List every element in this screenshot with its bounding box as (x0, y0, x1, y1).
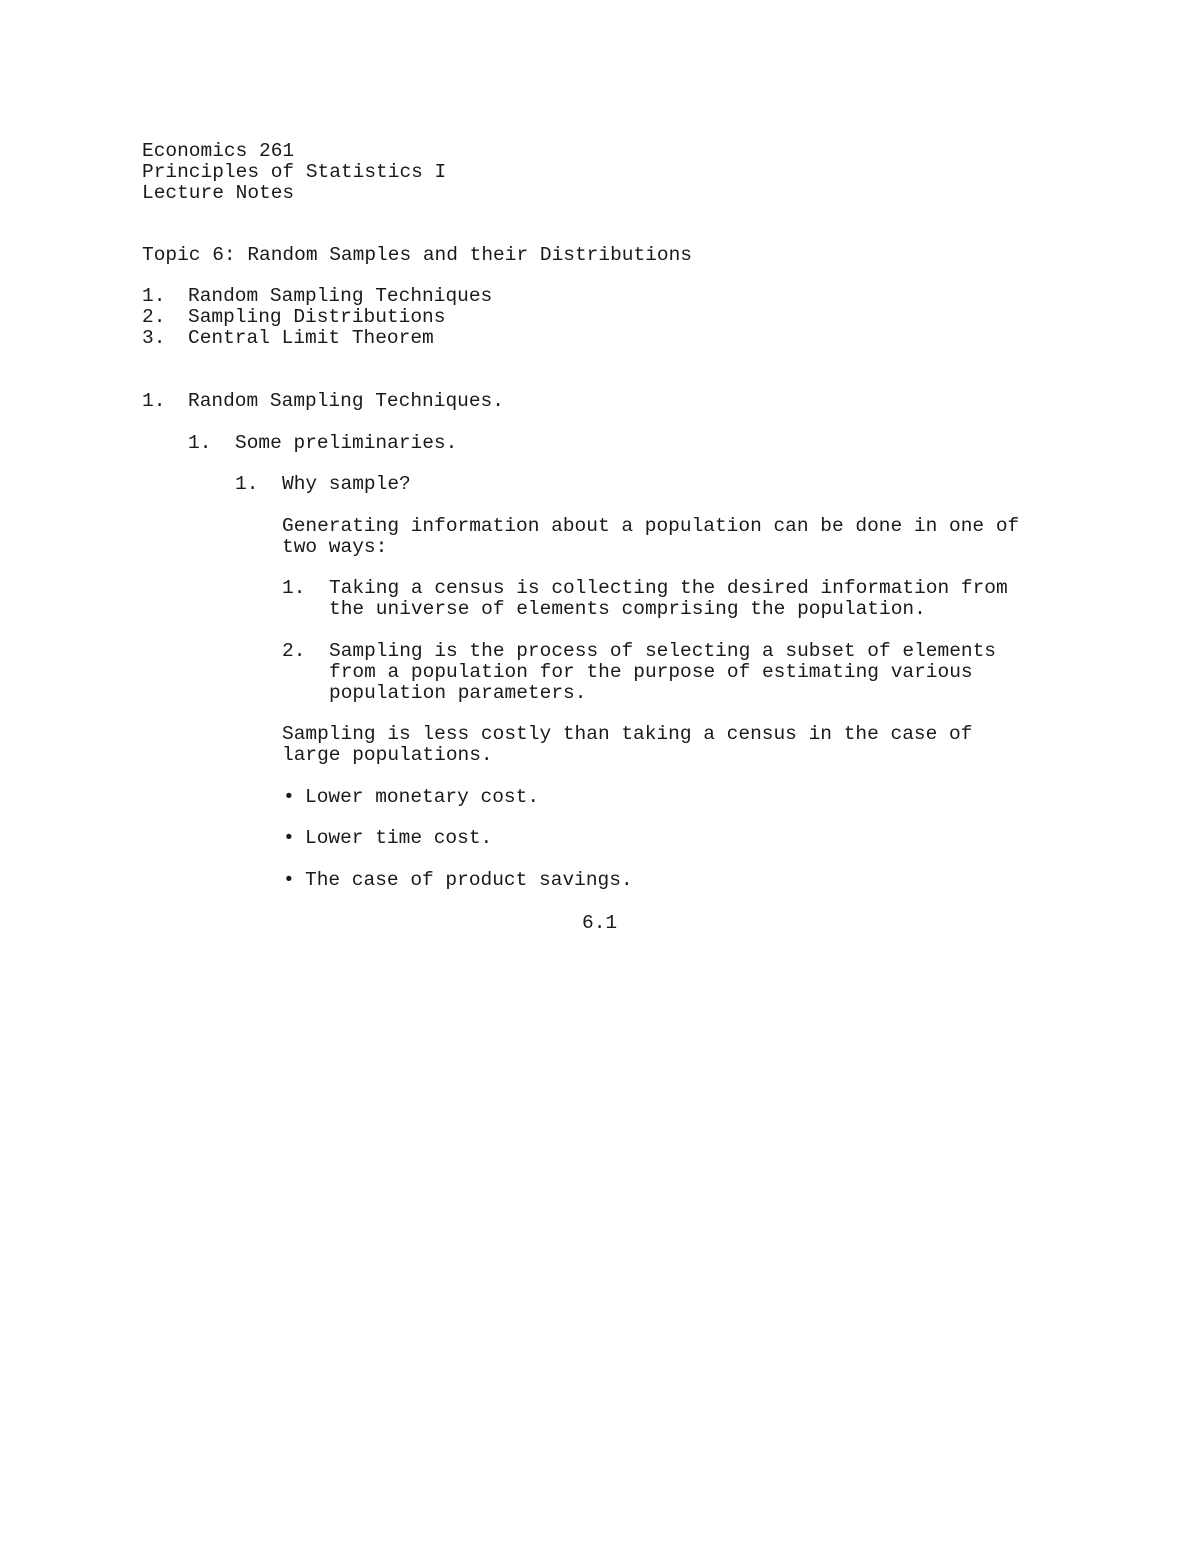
item-number: 2. (282, 640, 306, 662)
intro-paragraph-line: two ways: (282, 536, 388, 558)
item-line: Sampling is the process of selecting a subset of elements (329, 640, 997, 662)
toc-item: Central Limit Theorem (188, 327, 434, 349)
subsection-heading: Some preliminaries. (235, 432, 458, 454)
toc-item: Sampling Distributions (188, 306, 446, 328)
course-subtitle: Lecture Notes (142, 182, 295, 204)
intro-paragraph-line: Generating information about a population can be done in one of (282, 515, 1020, 537)
item-line: Taking a census is collecting the desired information from (329, 577, 1008, 599)
toc-number: 3. (142, 327, 166, 349)
bullet-item: The case of product savings. (305, 869, 633, 891)
summary-paragraph-line: Sampling is less costly than taking a census in the case of (282, 723, 973, 745)
toc-item: Random Sampling Techniques (188, 285, 493, 307)
bullet-icon: • (283, 786, 295, 808)
bullet-icon: • (283, 827, 295, 849)
bullet-icon: • (283, 869, 295, 891)
bullet-item: Lower time cost. (305, 827, 493, 849)
item-number: 1. (282, 577, 306, 599)
section-heading: Random Sampling Techniques. (188, 390, 504, 412)
topic-heading: Topic 6: Random Samples and their Distributions (142, 244, 692, 266)
page-number: 6.1 (582, 912, 618, 934)
bullet-item: Lower monetary cost. (305, 786, 540, 808)
course-name: Economics 261 (142, 140, 295, 162)
section-number: 1. (142, 390, 166, 412)
toc-number: 2. (142, 306, 166, 328)
item-line: the universe of elements comprising the population. (329, 598, 926, 620)
subsubsection-number: 1. (235, 473, 259, 495)
item-line: population parameters. (329, 682, 587, 704)
subsection-number: 1. (188, 432, 212, 454)
toc-number: 1. (142, 285, 166, 307)
course-title: Principles of Statistics I (142, 161, 447, 183)
item-line: from a population for the purpose of estimating various (329, 661, 973, 683)
subsubsection-heading: Why sample? (282, 473, 411, 495)
summary-paragraph-line: large populations. (282, 744, 493, 766)
